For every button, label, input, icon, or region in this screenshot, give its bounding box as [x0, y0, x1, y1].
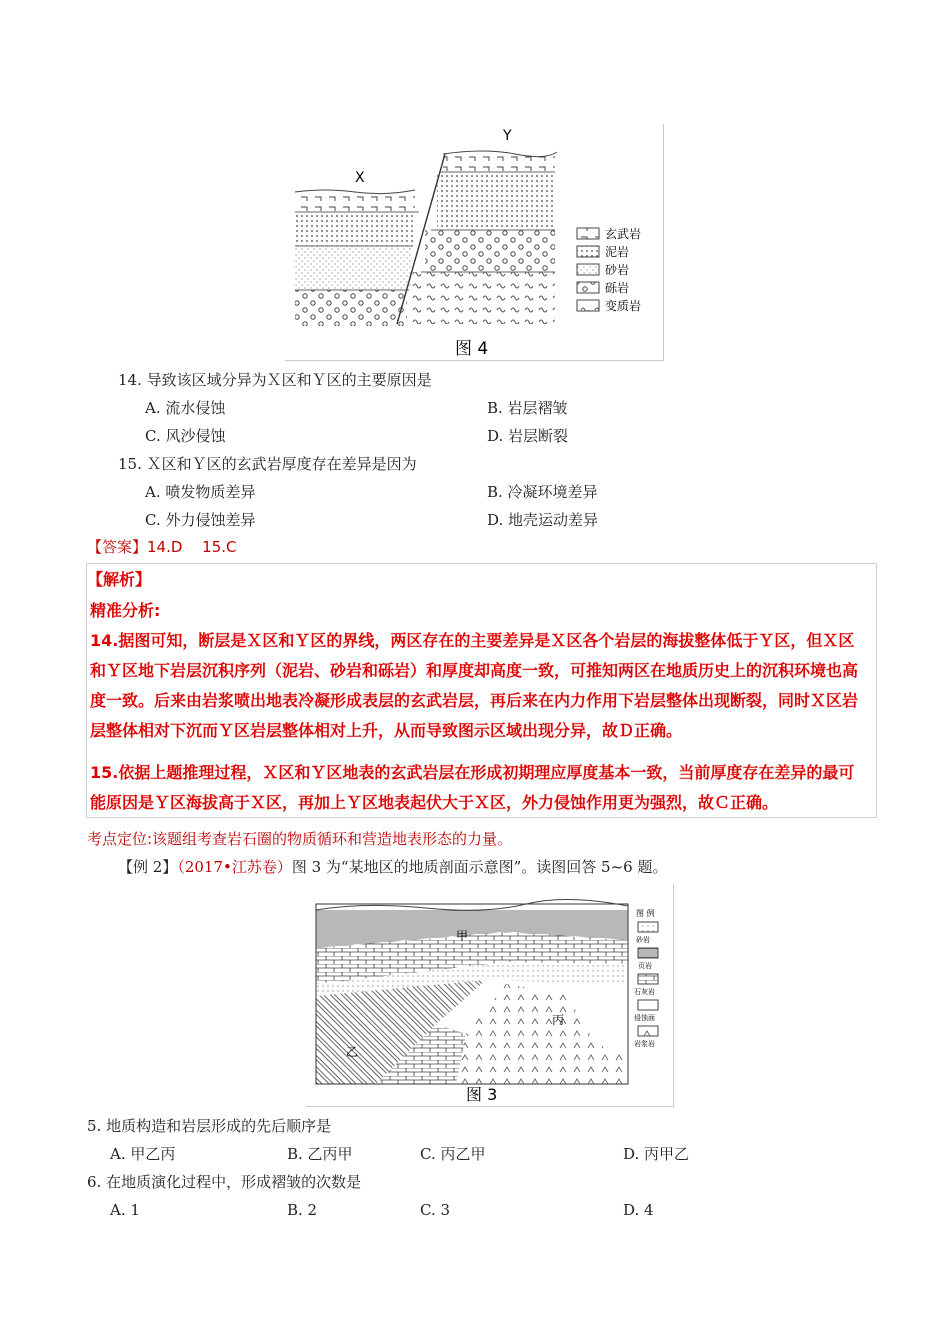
- legend-basalt: 玄武岩: [605, 227, 642, 241]
- q5-stem: 5. 地质构造和岩层形成的先后顺序是: [87, 1117, 332, 1135]
- q15-stem: 15. Ｘ区和Ｙ区的玄武岩厚度存在差异是因为: [118, 455, 417, 473]
- q14-option-a: A. 流水侵蚀: [145, 399, 226, 417]
- q6-option-a: A. 1: [110, 1201, 140, 1219]
- q14-option-c: C. 风沙侵蚀: [145, 427, 226, 445]
- q6-option-b: B. 2: [287, 1201, 318, 1219]
- legend-shale: 页岩: [638, 962, 652, 970]
- figure-3-diagram: [306, 884, 673, 1106]
- figure-3-legend: [634, 908, 658, 1048]
- legend-magmatic-rock: 岩浆岩: [634, 1040, 655, 1048]
- q14-option-d: D. 岩层断裂: [487, 427, 569, 445]
- figure-4: [285, 124, 664, 361]
- q14-option-b: B. 岩层褶皱: [487, 399, 568, 417]
- analysis-heading: 【解析】: [87, 570, 152, 589]
- figure-4-legend: [577, 226, 641, 313]
- label-x: X: [355, 170, 365, 186]
- q15-option-a: A. 喷发物质差异: [145, 483, 256, 501]
- legend-erosion-surface: 侵蚀面: [634, 1014, 655, 1022]
- figure-3-caption: 图 3: [466, 1085, 498, 1104]
- analysis-subheading: 精准分析:: [90, 601, 161, 620]
- label-jia: 甲: [456, 929, 469, 943]
- q15-option-d: D. 地壳运动差异: [487, 511, 599, 529]
- q14-stem: 14. 导致该区域分异为Ｘ区和Ｙ区的主要原因是: [118, 371, 432, 389]
- example-2-text: 图 3 为“某地区的地质剖面示意图”。读图回答 5~6 题。: [291, 858, 668, 876]
- label-bing: 丙: [552, 1013, 565, 1027]
- legend-sandstone: 砂岩: [636, 936, 650, 944]
- legend-title: 图 例: [636, 909, 655, 918]
- figure-4-diagram: [285, 124, 663, 360]
- legend-mudstone: 泥岩: [605, 245, 630, 259]
- legend-limestone: 石灰岩: [634, 988, 655, 996]
- figure-4-caption: 图 4: [455, 339, 489, 359]
- legend-sandstone: 砂岩: [605, 263, 630, 277]
- q5-option-b: B. 乙丙甲: [287, 1145, 353, 1163]
- kaodian-line: 考点定位:该题组考查岩石圈的物质循环和营造地表形态的力量。: [87, 830, 513, 848]
- figure-3: [306, 884, 674, 1107]
- label-yi: 乙: [346, 1045, 359, 1059]
- analysis-paragraph-14: 14.据图可知，断层是Ｘ区和Ｙ区的界线，两区存在的主要差异是Ｘ区各个岩层的海拔整体低于Ｙ区，但Ｘ区和Ｙ区地下岩层沉积序列（泥岩、砂岩和砾岩）和厚度却高度一致，可推知两区在地质历史上的沉积环境也高度一致。后来由岩浆喷出地表冷凝形成表层的玄武岩层，再后来在内力作用下岩层整体出现断裂，同时Ｘ区岩层整体相对下沉而Ｙ区岩层整体相对上升，从而导致图示区域出现分异，故Ｄ正确。: [90, 631, 859, 740]
- analysis-paragraph-15: 15.依据上题推理过程，Ｘ区和Ｙ区地表的玄武岩层在形成初期理应厚度基本一致，当前厚度存在差异的最可能原因是Ｙ区海拔高于Ｘ区，再加上Ｙ区地表起伏大于Ｘ区，外力侵蚀作用更为强烈，故Ｃ正确。: [90, 763, 855, 812]
- example-2-prefix: 【例 2】: [118, 858, 178, 876]
- example-2-source: （2017•江苏卷）: [177, 858, 292, 876]
- q5-option-c: C. 丙乙甲: [420, 1145, 486, 1163]
- legend-conglomerate: 砾岩: [605, 281, 630, 295]
- q15-option-b: B. 冷凝环境差异: [487, 483, 598, 501]
- answer-line: 【答案】14.D 15.C: [87, 538, 237, 556]
- q5-option-a: A. 甲乙丙: [110, 1145, 176, 1163]
- label-y: Y: [503, 128, 512, 144]
- q6-option-d: D. 4: [623, 1201, 654, 1219]
- q6-stem: 6. 在地质演化过程中，形成褶皱的次数是: [87, 1173, 362, 1191]
- q6-option-c: C. 3: [420, 1201, 451, 1219]
- q5-option-d: D. 丙甲乙: [623, 1145, 690, 1163]
- legend-metamorphic: 变质岩: [605, 299, 642, 313]
- example-2-line: [118, 857, 667, 877]
- q15-option-c: C. 外力侵蚀差异: [145, 511, 256, 529]
